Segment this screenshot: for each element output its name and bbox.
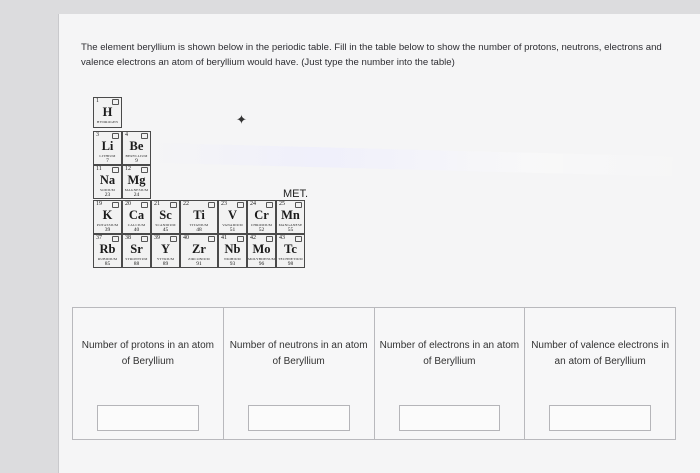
element-mass: 7 (106, 158, 109, 164)
element-number: 20 (125, 201, 131, 207)
element-cell-nb (218, 234, 247, 268)
element-number: 43 (279, 235, 285, 241)
element-info-icon (112, 236, 119, 242)
element-cell-sc (151, 200, 180, 234)
element-name: TECHNETIUM (278, 257, 303, 261)
element-number: 19 (96, 201, 102, 207)
element-symbol: Sc (159, 208, 172, 222)
element-number: 22 (183, 201, 189, 207)
protons-input[interactable] (97, 405, 199, 431)
element-number: 21 (154, 201, 160, 207)
element-number: 39 (154, 235, 160, 241)
met-label: MET. (283, 188, 309, 200)
element-symbol: Mg (127, 173, 146, 187)
element-name: SODIUM (99, 188, 115, 192)
element-symbol: Sr (130, 242, 143, 256)
element-number: 11 (96, 166, 102, 172)
element-symbol: H (102, 105, 113, 119)
element-number: 42 (250, 235, 256, 241)
answer-table (72, 307, 676, 440)
neutrons-input[interactable] (248, 405, 350, 431)
element-cell-li (93, 131, 122, 165)
element-cell-sr (122, 234, 151, 268)
element-mass: 52 (258, 227, 265, 233)
element-info-icon (266, 236, 273, 242)
element-cell-k (93, 200, 122, 234)
element-mass: 51 (229, 227, 236, 233)
element-symbol: V (227, 208, 238, 222)
element-cell-v (218, 200, 247, 234)
element-info-icon (141, 133, 148, 139)
valence-electrons-header: Number of valence electrons in an atom of Beryllium (531, 340, 670, 367)
element-name: TITANIUM (189, 223, 209, 227)
element-cell-mn (276, 200, 305, 234)
answer-column-valence (525, 308, 675, 439)
element-cell-cr (247, 200, 276, 234)
element-cell-zr (180, 234, 218, 268)
element-name: CHROMIUM (250, 223, 273, 227)
element-name: CALCIUM (127, 223, 146, 227)
element-number: 3 (96, 132, 99, 138)
element-mass: 93 (229, 261, 236, 267)
element-mass: 39 (104, 227, 111, 233)
answer-column-neutrons (224, 308, 375, 439)
element-cell-ca (122, 200, 151, 234)
electrons-header: Number of electrons in an atom of Beryllium (379, 340, 520, 367)
element-name: HYDROGEN (96, 120, 119, 124)
element-name: LITHIUM (99, 154, 116, 158)
element-name: RUBIDIUM (97, 257, 118, 261)
element-name: BERYLLIUM (125, 154, 148, 158)
element-symbol: Ti (193, 208, 205, 222)
element-mass: 40 (133, 227, 140, 233)
element-info-icon (112, 133, 119, 139)
valence-electrons-input[interactable] (549, 405, 651, 431)
element-number: 4 (125, 132, 128, 138)
element-info-icon (237, 236, 244, 242)
element-symbol: Be (129, 139, 144, 153)
element-symbol: K (102, 208, 113, 222)
element-mass: 48 (196, 227, 202, 233)
element-symbol: Mn (281, 208, 300, 222)
element-name: ZIRCONIUM (188, 257, 210, 261)
element-symbol: Y (160, 242, 171, 256)
element-cell-na (93, 165, 122, 199)
element-mass: 24 (133, 192, 140, 198)
element-number: 41 (221, 235, 227, 241)
electrons-input[interactable] (399, 405, 501, 431)
element-mass: 88 (133, 261, 140, 267)
element-info-icon (295, 236, 302, 242)
element-info-icon (141, 202, 148, 208)
element-name: MANGANESE (278, 223, 303, 227)
element-mass: 89 (162, 261, 169, 267)
element-mass: 96 (258, 261, 265, 267)
element-mass: 9 (135, 158, 138, 164)
element-cell-mo (247, 234, 276, 268)
element-number: 37 (96, 235, 102, 241)
element-cell-rb (93, 234, 122, 268)
element-info-icon (141, 167, 148, 173)
element-cell-mg (122, 165, 151, 199)
answer-column-protons (73, 308, 224, 439)
element-mass: 85 (104, 261, 111, 267)
element-cell-y (151, 234, 180, 268)
element-name: SCANDIUM (155, 223, 176, 227)
element-name: NIOBIUM (224, 257, 241, 261)
element-info-icon (112, 167, 119, 173)
element-number: 24 (250, 201, 256, 207)
element-info-icon (208, 202, 215, 208)
element-symbol: Na (99, 173, 116, 187)
answer-column-electrons (375, 308, 526, 439)
instructions-text: The element beryllium is shown below in the periodic table. Fill in the table below to show the number of protons, neutrons, electrons and valence electrons an atom of beryllium would have. (Just type the number into the table) (81, 42, 662, 68)
element-number: 40 (183, 235, 189, 241)
element-mass: 23 (104, 192, 111, 198)
element-number: 12 (125, 166, 131, 172)
neutrons-header: Number of neutrons in an atom of Beryllium (229, 340, 368, 367)
element-name: VANADIUM (222, 223, 243, 227)
element-info-icon (208, 236, 215, 242)
element-symbol: Cr (254, 208, 269, 222)
element-symbol: Tc (284, 242, 297, 256)
element-symbol: Mo (252, 242, 271, 256)
element-cell-tc (276, 234, 305, 268)
element-info-icon (170, 202, 177, 208)
element-symbol: Li (101, 139, 114, 153)
element-number: 23 (221, 201, 227, 207)
element-mass: 98 (287, 261, 294, 267)
element-info-icon (295, 202, 302, 208)
element-name: POTASSIUM (96, 223, 119, 227)
element-symbol: Zr (192, 242, 206, 256)
element-name: MAGNESIUM (124, 188, 149, 192)
element-cell-ti (180, 200, 218, 234)
element-info-icon (112, 99, 119, 105)
element-symbol: Nb (224, 242, 241, 256)
element-cell-be (122, 131, 151, 165)
element-symbol: Rb (99, 242, 116, 256)
element-info-icon (170, 236, 177, 242)
mouse-cursor-icon: ✦ (236, 112, 247, 127)
element-mass: 55 (287, 227, 294, 233)
element-symbol: Ca (128, 208, 145, 222)
element-name: STRONTIUM (125, 257, 148, 261)
element-info-icon (112, 202, 119, 208)
element-name: YTTRIUM (156, 257, 175, 261)
element-info-icon (266, 202, 273, 208)
element-info-icon (141, 236, 148, 242)
element-mass: 45 (162, 227, 169, 233)
element-mass: 91 (196, 261, 202, 267)
element-number: 25 (279, 201, 285, 207)
element-info-icon (237, 202, 244, 208)
element-number: 1 (96, 98, 99, 104)
element-number: 38 (125, 235, 131, 241)
element-cell-h (93, 97, 122, 128)
element-name: MOLYBDENUM (248, 257, 276, 261)
protons-header: Number of protons in an atom of Beryllium (81, 340, 215, 367)
